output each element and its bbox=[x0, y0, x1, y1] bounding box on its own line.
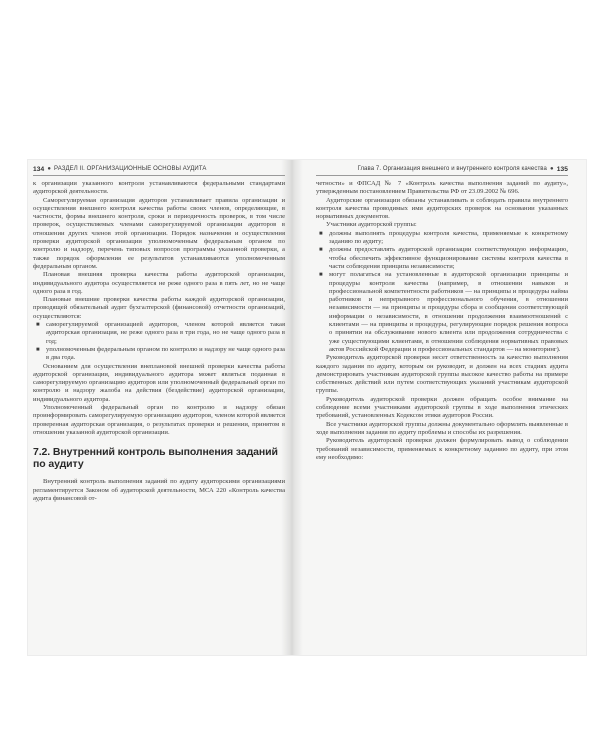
square-bullet-icon: ■ bbox=[36, 322, 40, 329]
paragraph: Саморегулируемая организация аудиторов устанавливает правила организации и осуществления внешнего контроля качества работы своих членов, определяющие, в частности, формы внешнего контроля, сроки и периодичность проверок, в том числе проверок, осуществляемых членами саморегулируемой организации аудиторов в отношении других членов этой организации. Порядок назначения и осуществления проверки аудиторской организации уполномоченным федеральным органом по контролю и надзору, перечень типовых вопросов программы указанной проверки, а также порядок оформления ее результатов устанавливаются уполномоченным федеральным органом. bbox=[33, 196, 285, 270]
paragraph: Внутренний контроль выполнения заданий по аудиту аудиторскими организациями регламентируется Законом об аудиторской деятельности, МСА 220 «Контроль качества аудита финансовой от- bbox=[33, 478, 285, 502]
list-item bbox=[316, 230, 568, 247]
paragraph: Плановая внешняя проверка качества работы аудиторской организации, индивидуального аудитора осуществляется не реже одного раза в пять лет, но не чаще одного раза в год. bbox=[33, 271, 285, 295]
right-page-number: 135 bbox=[556, 165, 568, 173]
right-chapter-title: Глава 7. Организация внешнего и внутреннего контроля качества bbox=[357, 166, 547, 172]
paragraph: Плановые внешние проверки качества работы каждой аудиторской организации, проводящей обязательный аудит бухгалтерской (финансовой) отчетности организаций, осуществляются: bbox=[33, 296, 285, 320]
square-bullet-icon: ■ bbox=[319, 247, 323, 254]
list-item-text: уполномоченным федеральным органом по контролю и надзору не чаще одного раза в два года. bbox=[46, 345, 285, 362]
square-bullet-icon: ■ bbox=[36, 346, 40, 353]
right-running-head bbox=[316, 165, 568, 176]
paragraph: Уполномоченный федеральный орган по контролю и надзору обязан проинформировать саморегулируемую организацию аудиторов, членом которой является проверенная аудиторская организация, о результатах проверки и решении, принятом в отношении указанной аудиторской организации. bbox=[33, 404, 285, 436]
paragraph: Аудиторские организации обязаны устанавливать и соблюдать правила внутреннего контроля качества проводимых ими аудиторских проверок на основании указанных нормативных документов. bbox=[316, 196, 568, 221]
list-item bbox=[316, 246, 568, 271]
paragraph: четности» и ФПСАД № 7 «Контроль качества выполнения заданий по аудиту», утвержденным постановлением Правительства РФ от 23.09.2002 № 696. bbox=[316, 180, 568, 196]
list-item bbox=[33, 346, 285, 363]
bullet-dot-icon: ● bbox=[549, 166, 554, 172]
list-item-text: могут полагаться на установленные в аудиторской организации принципы и процедуры контроля качества (например, в отношении навыков и профессиональной компетентности работников — на принципы и процедуры найма работников и непрерывного профессионального обучения, в отношении независимости — на принципы и процедуры сбора и сообщения соответствующей информации о независимости, в отношении продолжения взаимоотношений с клиентами — на принципы и процедуры, регулирующие порядок решения вопроса о принятии на обслуживание нового клиента или продолжения сотрудничества с уже существующими клиентами, в отношении соблюдения нормативных правовых актов Российской Федерации и профессиональных стандартов — на мониторинг). bbox=[329, 271, 568, 353]
list-item bbox=[316, 271, 568, 354]
list-item-text: должны выполнять процедуры контроля качества, применяемые к конкретному заданию по аудиту; bbox=[329, 229, 568, 246]
left-page bbox=[33, 165, 285, 503]
paragraph: Основанием для осуществления внеплановой внешней проверки качества работы аудиторской организации, индивидуального аудитора может являться поданная в саморегулируемую организацию аудиторов или уполномоченный федеральный орган по контролю и надзору жалоба на действия (бездействие) аудиторской организации, индивидуального аудитора. bbox=[33, 362, 285, 403]
paragraph: Руководитель аудиторской проверки должен формулировать вывод о соблюдении требований независимости, применяемых к конкретному заданию по аудиту, при этом ему необходимо: bbox=[316, 437, 568, 461]
square-bullet-icon: ■ bbox=[319, 272, 323, 279]
list-item-text: саморегулируемой организацией аудиторов, членом которой является такая аудиторская организация, не реже одного раза в три года, но не чаще одного раза в год; bbox=[46, 321, 285, 345]
square-bullet-icon: ■ bbox=[319, 230, 323, 237]
right-page bbox=[316, 165, 568, 462]
left-section-title: РАЗДЕЛ II. ОРГАНИЗАЦИОННЫЕ ОСНОВЫ АУДИТА bbox=[54, 166, 207, 172]
list-item bbox=[33, 321, 285, 346]
paragraph: Руководитель аудиторской проверки несет ответственность за качество выполнения каждого задания по аудиту, которым он руководит, и должен на всех стадиях аудита демонстрировать участникам аудиторской группы высокое качество работы на примере собственных действий или путем соответствующих указаний участникам аудиторской группы. bbox=[316, 354, 568, 395]
paragraph: Все участники аудиторской группы должны документально оформлять выявленные в ходе выполнения задания по аудиту проблемы и способы их разрешения. bbox=[316, 420, 568, 436]
list-item-text: должны предоставлять аудиторской организации соответствующую информацию, чтобы обеспечить эффективное функционирование системы контроля качества в части соблюдения принципа независимости; bbox=[329, 246, 568, 270]
right-bullet-list bbox=[316, 230, 568, 354]
left-bullet-list bbox=[33, 321, 285, 362]
left-page-number: 134 bbox=[33, 165, 45, 173]
paragraph: к организации указанного контроля устанавливаются федеральными стандартами аудиторской деятельности. bbox=[33, 180, 285, 196]
section-heading: 7.2. Внутренний контроль выполнения заданий по аудиту bbox=[33, 446, 278, 471]
paragraph: Руководитель аудиторской проверки должен обращать особое внимание на соблюдение всеми участниками аудиторской группы в ходе выполнения этических требований, установленных Кодексом этики аудиторов России. bbox=[316, 395, 568, 420]
left-running-head bbox=[33, 165, 285, 176]
bullet-dot-icon: ● bbox=[47, 166, 52, 172]
paragraph: Участники аудиторской группы: bbox=[326, 221, 417, 229]
